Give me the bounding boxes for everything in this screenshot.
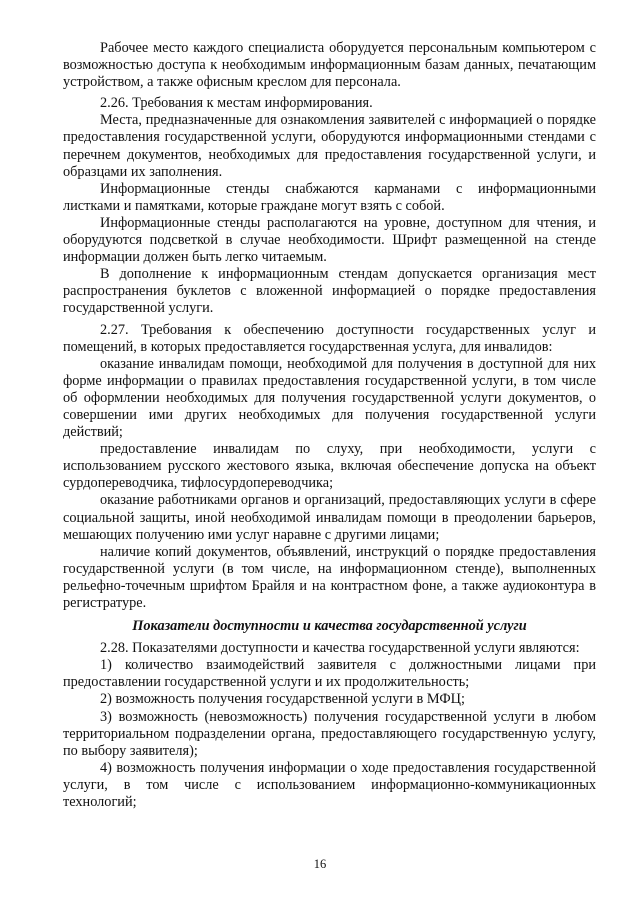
paragraph: 2.28. Показателями доступности и качества государственной услуги являются: — [100, 640, 580, 657]
paragraph: оказание работниками органов и организаций, предоставляющих услуги в сфере социальной защиты, иной необходимой инвалидам помощи в преодолении барьеров, мешающих получению ими услуг наравне с другими лицами; — [63, 492, 596, 543]
paragraph: Места, предназначенные для ознакомления заявителей с информацией о порядке предоставления государственной услуги, оборудуются информационными стендами с перечнем документов, необходимых для предоставления государственной услуги, и образцами их заполнения. — [63, 112, 596, 180]
paragraph: Информационные стенды снабжаются карманами с информационными листками и памятками, которые граждане могут взять с собой. — [63, 180, 596, 214]
paragraph: 1) количество взаимодействий заявителя с должностными лицами при предоставлении государственной услуги и их продолжительность; — [63, 657, 596, 691]
paragraph: 2.26. Требования к местам информирования. — [100, 95, 373, 112]
paragraph: В дополнение к информационным стендам допускается организация мест распространения буклетов с вложенной информацией о порядке предоставления государственной услуги. — [63, 266, 596, 317]
paragraph: 3) возможность (невозможность) получения государственной услуги в любом территориальном подразделении органа, предоставляющего государственную услугу, по выбору заявителя); — [63, 708, 596, 759]
page-number: 16 — [313, 857, 327, 871]
paragraph: оказание инвалидам помощи, необходимой для получения в доступной для них форме информации о правилах предоставления государственной услуги, в том числе об оформлении необходимых для получения государственной услуги документов, о совершении ими других необходимых для получения государственной услуги действий; — [63, 355, 596, 441]
section-heading: Показатели доступности и качества государственной услуги — [132, 618, 527, 635]
paragraph: Информационные стенды располагаются на уровне, доступном для чтения, и оборудуются подсветкой в случае необходимости. Шрифт размещенной на стенде информации должен быть легко читаемым. — [63, 214, 596, 266]
paragraph: Рабочее место каждого специалиста оборудуется персональным компьютером с возможностью доступа к необходимым информационным базам данных, печатающим устройством, а также офисным креслом для персонала. — [63, 40, 596, 91]
document-page — [63, 40, 596, 811]
paragraph: наличие копий документов, объявлений, инструкций о порядке предоставления государственной услуги (в том числе, на информационном стенде), выполненных рельефно-точечным шрифтом Брайля и на контрастном фоне, а также аудиоконтура в регистратуре. — [63, 543, 596, 611]
paragraph: предоставление инвалидам по слуху, при необходимости, услуги с использованием русского жестового языка, включая обеспечение допуска на объект сурдопереводчика, тифлосурдопереводчика; — [63, 441, 596, 492]
paragraph: 2.27. Требования к обеспечению доступности государственных услуг и помещений, в которых предоставляется государственная услуга, для инвалидов: — [63, 321, 596, 355]
paragraph: 2) возможность получения государственной услуги в МФЦ; — [100, 691, 465, 708]
paragraph: 4) возможность получения информации о ходе предоставления государственной услуги, в том числе с использованием информационно-коммуникационных технологий; — [63, 759, 596, 811]
